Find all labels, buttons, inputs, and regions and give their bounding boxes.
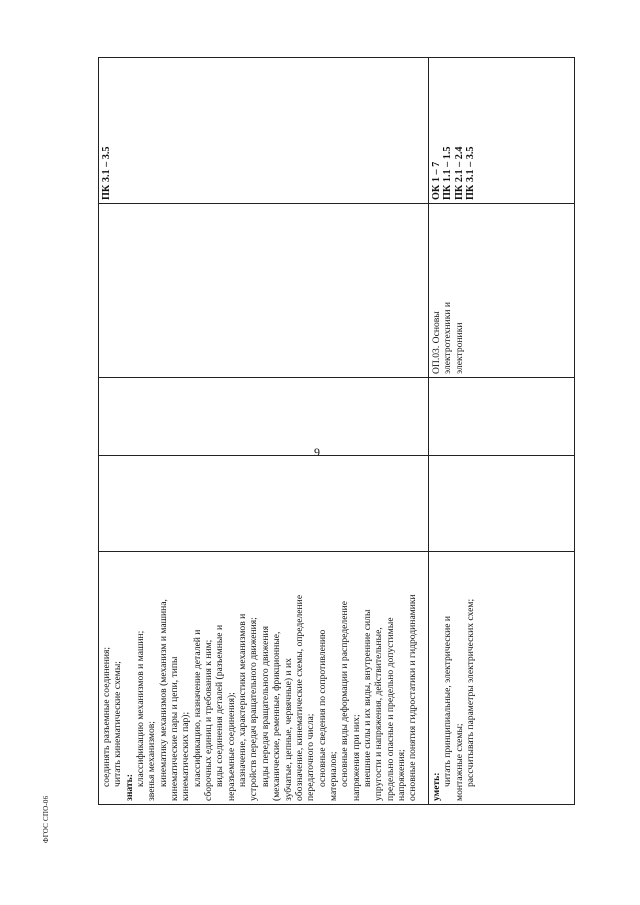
competence-code: ПК 2.1 – 2.4 <box>453 146 465 200</box>
text-line: соединять разъемные соединения; <box>101 646 112 787</box>
text-line: напряжения при них; <box>350 714 362 801</box>
text-line: основные сведения по сопротивлению <box>316 629 328 787</box>
text-line: основные виды деформации и распределение <box>339 601 351 787</box>
row2-competence-cell <box>429 58 575 204</box>
text-line: кинематику механизмов (механизм и машина, <box>157 599 169 787</box>
section-label-can: уметь: <box>431 772 442 801</box>
row1-hours-cell-2 <box>99 378 429 459</box>
text-line: звенья механизмов; <box>146 721 158 801</box>
row2-discipline-cell <box>429 204 575 378</box>
text-line: рассчитывать параметры электрических схем; <box>465 598 477 787</box>
row1-discipline-cell <box>99 204 429 378</box>
table-row <box>429 58 575 805</box>
text-line: классификацию механизмов и машин; <box>135 630 147 787</box>
competence-code: ПК 3.1 – 3.5 <box>465 146 477 200</box>
text-line: классификацию, назначение деталей и <box>191 629 203 787</box>
discipline-name: электротехники и <box>442 301 454 374</box>
text-line: передаточного числа; <box>305 713 317 801</box>
text-line: предельно опасные и предельно допустимые <box>384 617 396 801</box>
text-line: назначение, характеристики механизмов и <box>237 613 249 787</box>
row2-hours-cell-2 <box>429 378 575 456</box>
text-line: читать принципиальные, электрические и <box>442 615 454 787</box>
text-line: упругости и напряжения, действительные, <box>373 627 385 801</box>
text-line: кинематические пары и цепи, типы <box>169 656 181 801</box>
text-line: основные понятия гидростатики и гидродинамики <box>407 594 419 801</box>
text-line: виды соединения деталей (разъемные и <box>214 624 226 787</box>
row1-content-cell <box>99 552 429 805</box>
text-line: виды передач вращательного движения <box>259 625 271 787</box>
text-line: неразъемные соединения); <box>225 692 237 801</box>
text-line: обозначение, кинематические схемы, определение <box>293 594 305 801</box>
discipline-name: ОП.03. Основы <box>431 311 442 374</box>
row2-hours-cell <box>429 456 575 552</box>
competence-code: ОК 1 – 7 <box>431 161 442 200</box>
text-line: материалов; <box>327 751 339 801</box>
rotated-table-container <box>98 58 575 805</box>
curriculum-table <box>98 57 575 805</box>
text-line: внешние силы и их виды, внутренние силы <box>361 609 373 787</box>
discipline-name: электроники <box>453 322 465 374</box>
text-line: сборочных единиц и требования к ним; <box>203 639 215 801</box>
competence-code: ПК 3.1 – 3.5 <box>101 146 112 200</box>
competence-code: ПК 1.1 – 1.5 <box>442 146 454 200</box>
section-label-know: знать: <box>123 774 135 801</box>
row1-competence-cell <box>99 58 429 204</box>
document-footer: ФГОС СПО-06 <box>42 795 50 843</box>
text-line: напряжения; <box>395 749 407 801</box>
row1-hours-cell <box>99 456 429 552</box>
text-line: устройств передач вращательного движения; <box>248 617 260 801</box>
page-number: 9 <box>314 445 320 459</box>
text-line: монтажные схемы; <box>453 723 465 801</box>
text-line: (механические, ременные, фрикционные, <box>271 631 283 801</box>
row2-content-cell <box>429 552 575 805</box>
text-line: зубчатые, цепные, червячные) и их <box>282 658 294 801</box>
table-row <box>99 58 429 805</box>
text-line: читать кинематические схемы; <box>112 661 124 787</box>
text-line: кинематических пар); <box>180 711 192 801</box>
